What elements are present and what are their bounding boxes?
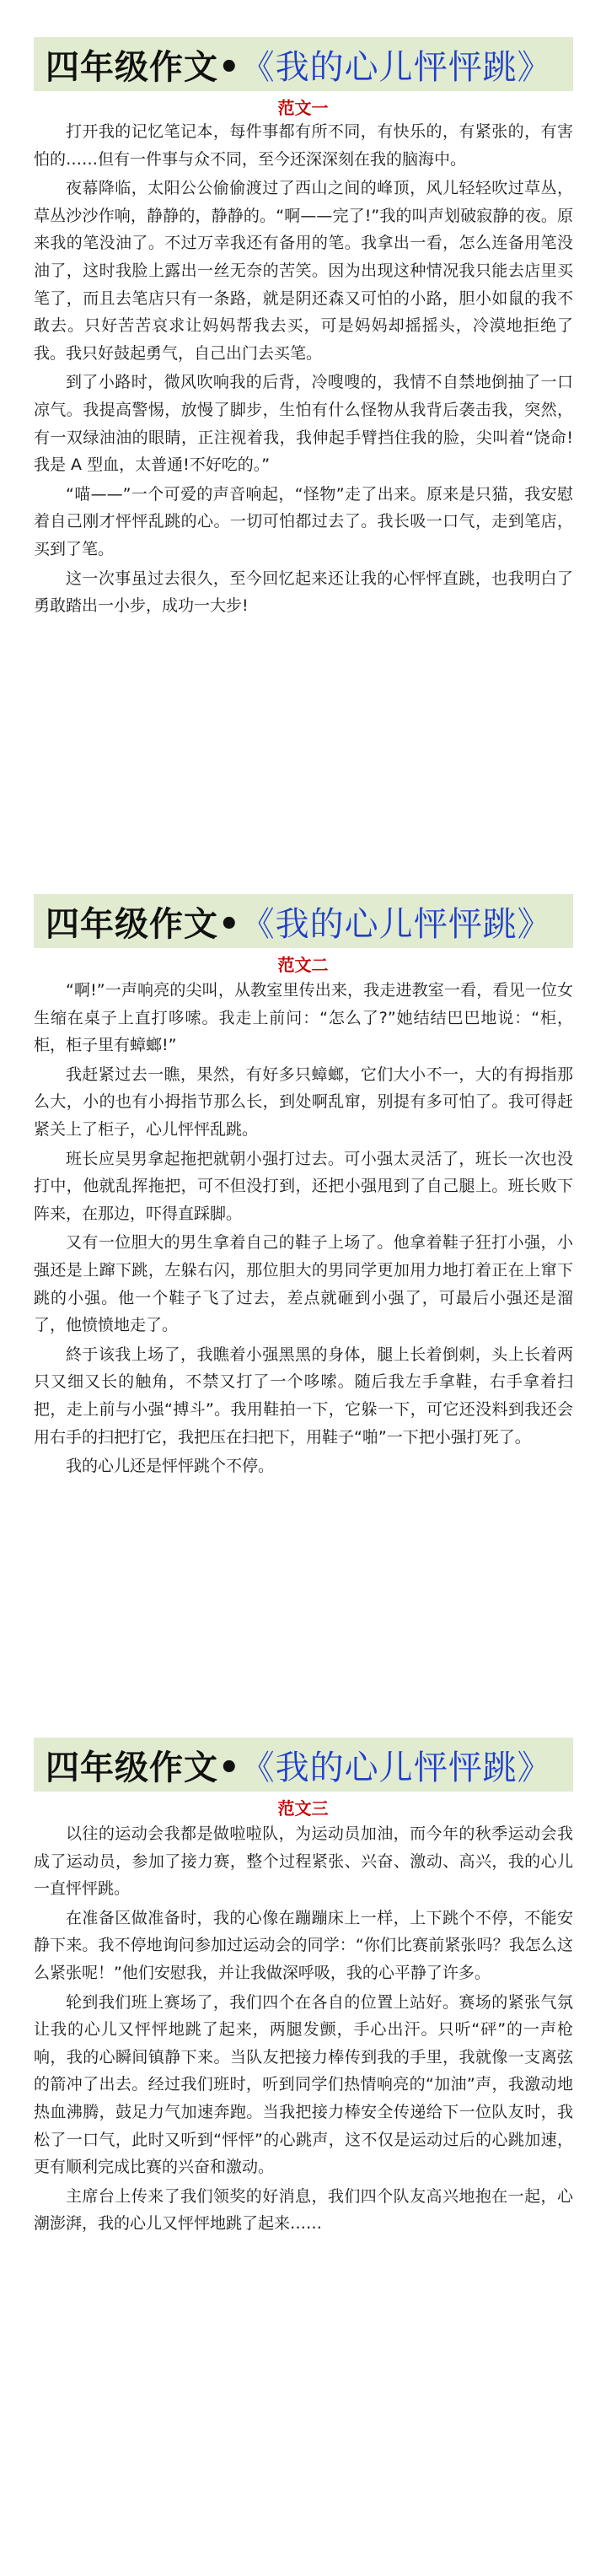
paragraph: 終于该我上场了，我瞧着小强黑黑的身体，腿上长着倒刺，头上长着两只又细又长的触角，不禁又打了一个哆嗦。随后我左手拿鞋，右手拿着扫把，走上前与小强“搏斗”。我用鞋拍一下，它躲一下，可它还没料到我还会用右手的扫把打它，我把压在扫把下，用鞋子“啪”一下把小强打死了。: [34, 1345, 573, 1447]
section-subtitle: 范文三: [277, 1798, 329, 1819]
header-title: 《我的心儿怦怦跳》: [240, 904, 552, 944]
paragraph: 又有一位胆大的男生拿着自己的鞋子上场了。他拿着鞋子狂打小强，小强还是上蹿下跳，左躲右闪，那位胆大的男同学更加用力地打着正在上窜下跳的小强。他一个鞋子飞了过去，差点就砸到小强了，可最后小强还是溜了，他愤愤地走了。: [34, 1233, 573, 1335]
section-subtitle: 范文二: [277, 955, 329, 975]
paragraph: 我的心儿还是怦怦跳个不停。: [66, 1457, 275, 1476]
section-header: [34, 1738, 573, 1792]
section-subtitle: 范文一: [277, 98, 329, 118]
header-title: 《我的心儿怦怦跳》: [240, 1748, 552, 1787]
paragraph: 轮到我们班上赛场了，我们四个在各自的位置上站好。赛场的紧张气氛让我的心儿又怦怦地跳了起来，两腿发颤，手心出汗。只听“砰”的一声枪响，我的心瞬间镇静下来。当队友把接力棒传到我的手里，我就像一支离弦的箭冲了出去。经过我们班时，听到同学们热情响亮的“加油”声，我激动地热血沸腾，鼓足力气加速奔跑。当我把接力棒安全传递给下一位队友时，我松了一口气，此时又听到“怦怦”的心跳声，这不仅是运动过后的心跳加速，更有顺利完成比赛的兴奋和激动。: [34, 1992, 573, 2177]
paragraph: 我赶紧过去一瞧，果然，有好多只蟑螂，它们大小不一，大的有拇指那么大，小的也有小拇指节那么长，到处啊乱窜，别提有多可怕了。我可得赶紧关上了柜子，心儿怦怦乱跳。: [34, 1064, 573, 1139]
section-header: [34, 894, 573, 948]
paragraph: 以往的运动会我都是做啦啦队，为运动员加油，而今年的秋季运动会我成了运动员，参加了接力赛，整个过程紧张、兴奋、激动、高兴，我的心儿一直怦怦跳。: [34, 1824, 573, 1899]
header-prefix: 四年级作文•: [46, 904, 241, 944]
paragraph: 这一次事虽过去很久，至今回忆起来还让我的心怦怦直跳，也我明白了勇敢踏出一小步，成功一大步!: [34, 569, 573, 616]
section-body: [34, 1820, 573, 2239]
paragraph: 主席台上传来了我们领奖的好消息，我们四个队友高兴地抱在一起，心潮澎湃，我的心儿又怦怦地跳了起来……: [34, 2186, 573, 2234]
header-prefix: 四年级作文•: [46, 47, 241, 87]
section-header: [34, 37, 573, 91]
section-body: [34, 118, 573, 622]
paragraph: “啊!”一声响亮的尖叫，从教室里传出来，我走进教室一看，看见一位女生缩在桌子上直打哆嗦。我走上前问：“怎么了?”她结结巴巴地说：“柜，柜，柜子里有蟑螂!”: [34, 981, 573, 1055]
paragraph: 夜幕降临，太阳公公偷偷渡过了西山之间的峰顶，风儿轻轻吹过草丛，草丛沙沙作响，静静的，静静的。“啊——完了!”我的叫声划破寂静的夜。原来我的笔没油了。不过万幸我还有备用的笔。我拿出一看，怎么连备用笔没油了，这时我脸上露出一丝无奈的苦笑。因为出现这种情况我只能去店里买笔了，而且去笔店只有一条路，就是阴还森又可怕的小路，胆小如鼠的我不敢去。只好苦苦哀求让妈妈帮我去买，可是妈妈却摇摇头，冷漠地拒绝了我。我只好鼓起勇气，自己出门去买笔。: [34, 179, 573, 363]
paragraph: 打开我的记忆笔记本，每件事都有所不同，有快乐的，有紧张的，有害怕的……但有一件事与众不同，至今还深深刻在我的脑海中。: [34, 122, 573, 169]
paragraph: “喵——”一个可爱的声音响起，“怪物”走了出来。原来是只猫，我安慰着自己刚才怦怦乱跳的心。一切可怕都过去了。我长吸一口气，走到笔店，买到了笔。: [34, 484, 573, 558]
paragraph: 班长应昊男拿起拖把就朝小强打过去。可小强太灵活了，班长一次也没打中，他就乱挥拖把，可不但没打到，还把小强甩到了自己腿上。班长败下阵来，在那边，吓得直踩脚。: [34, 1149, 573, 1223]
paragraph: 在准备区做准备时，我的心像在蹦蹦床上一样，上下跳个不停，不能安静下来。我不停地询问参加过运动会的同学：“你们比赛前紧张吗？我怎么这么紧张呢！”他们安慰我，并让我做深呼吸，我的心平静了许多。: [34, 1908, 573, 1982]
header-prefix: 四年级作文•: [46, 1748, 241, 1787]
paragraph: 到了小路时，微风吹响我的后背，冷嗖嗖的，我情不自禁地倒抽了一口凉气。我提高警惕，放慢了脚步，生怕有什么怪物从我背后袭击我，突然，有一双绿油油的眼睛，正注视着我，我伸起手臂挡住我的脸，尖叫着“饶命!我是 A 型血，太普通!不好吃的。”: [34, 373, 573, 475]
header-title: 《我的心儿怦怦跳》: [240, 47, 552, 87]
section-body: [34, 977, 573, 1482]
